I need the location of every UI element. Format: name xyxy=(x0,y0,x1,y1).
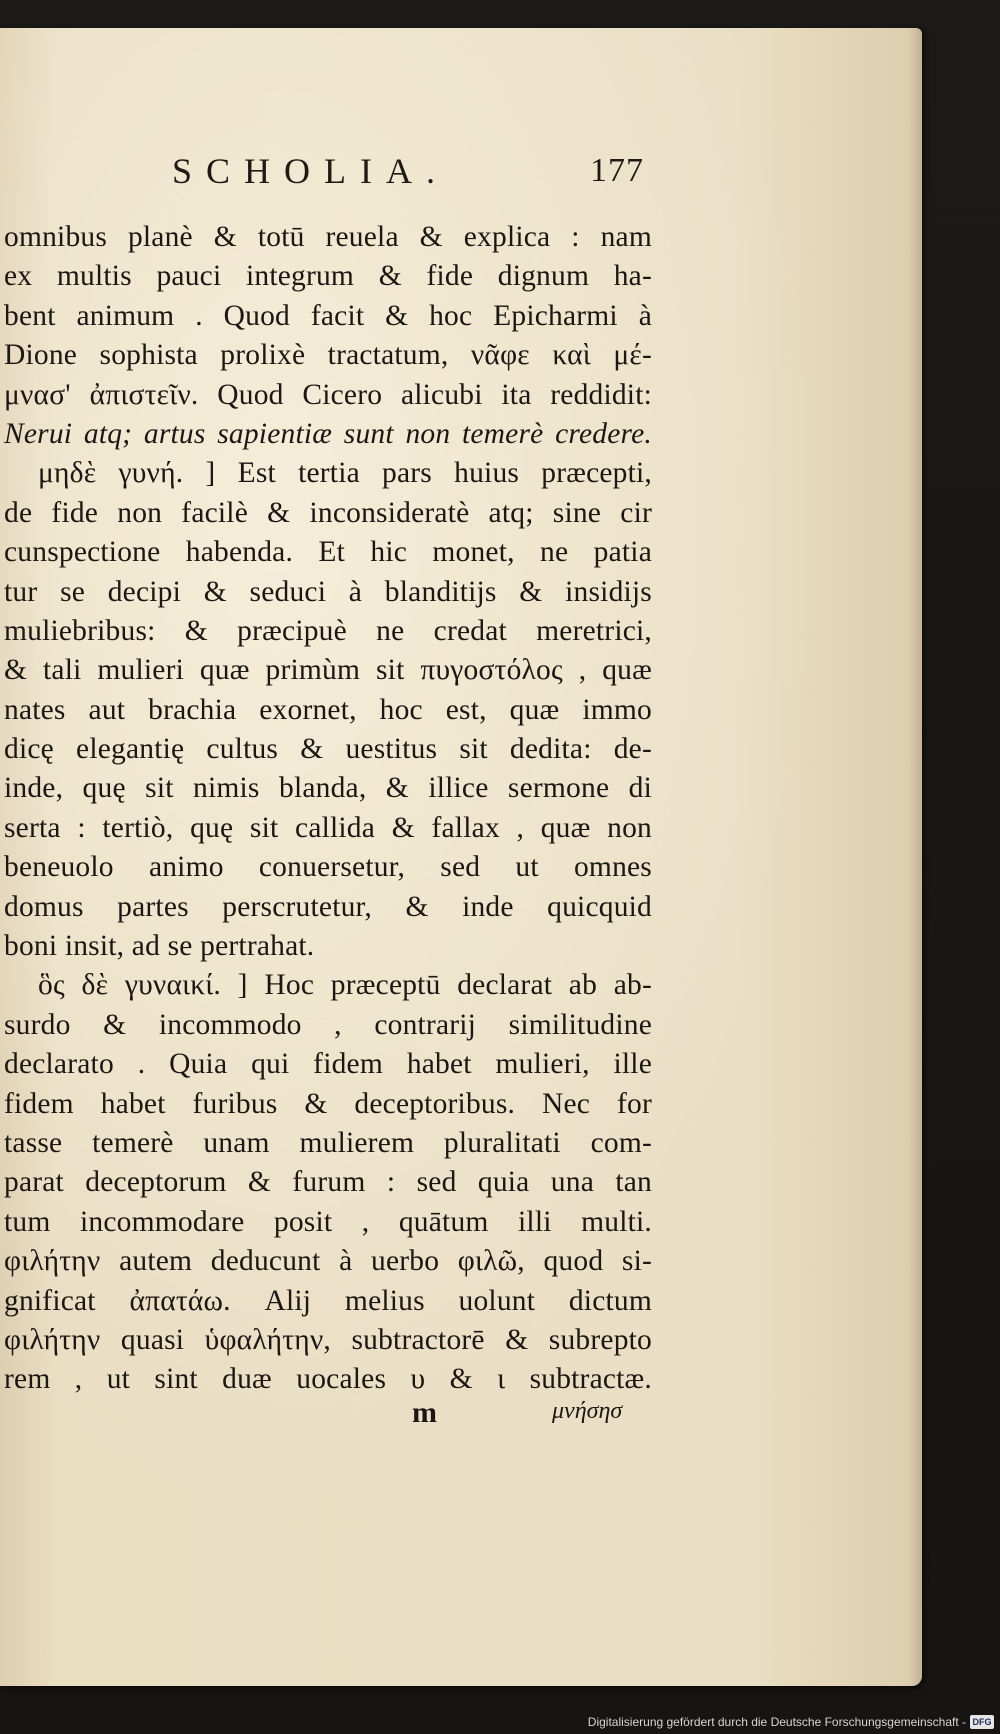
text-line: parat deceptorum & furum : sed quia una tan xyxy=(4,1166,652,1199)
text-line: & tali mulieri quæ primùm sit πυγοστόλος , quæ xyxy=(4,654,652,687)
text-line: ex multis pauci integrum & fide dignum ha- xyxy=(4,260,652,293)
text-line: φιλήτην autem deducunt à uerbo φιλῶ, quod si- xyxy=(4,1245,652,1278)
text-line: gnificat ἀπατάω. Alij melius uolunt dictum xyxy=(4,1284,652,1317)
digitization-credit: Digitalisierung gefördert durch die Deutsche Forschungsgemeinschaft - xyxy=(587,1715,966,1729)
page-number: 177 xyxy=(590,152,644,189)
text-line: φιλήτην quasi ὑφαλήτην, subtractorē & subrepto xyxy=(4,1323,652,1356)
text-line: cunspectione habenda. Et hic monet, ne patia xyxy=(4,536,652,569)
page-edge-shadow xyxy=(908,28,922,1686)
text-line: fidem habet furibus & deceptoribus. Nec for xyxy=(4,1087,652,1120)
text-line: bent animum . Quod facit & hoc Epicharmi à xyxy=(4,299,652,332)
text-line: domus partes perscrutetur, & inde quicquid xyxy=(4,890,652,923)
book-page xyxy=(0,28,922,1686)
text-line: rem , ut sint duæ uocales υ & ι subtractæ. xyxy=(4,1363,652,1396)
text-line: tum incommodare posit , quātum illi multi. xyxy=(4,1205,652,1238)
running-title: SCHOLIA. xyxy=(172,151,450,191)
text-line: declarato . Quia qui fidem habet mulieri, ille xyxy=(4,1048,652,1081)
text-line: tur se decipi & seduci à blanditijs & insidijs xyxy=(4,575,652,608)
text-line: omnibus planè & totū reuela & explica : nam xyxy=(4,221,652,253)
text-line-italic-quote: Nerui atq; artus sapientiæ sunt non temerè credere. xyxy=(4,417,652,450)
body-text xyxy=(4,218,652,1400)
page-footer xyxy=(0,1396,680,1436)
text-line: muliebribus: & præcipuè ne credat meretrici, xyxy=(4,614,652,647)
text-line: surdo & incommodo , contrarij similitudine xyxy=(4,1008,652,1041)
text-line: nates aut brachia exornet, hoc est, quæ immo xyxy=(4,693,652,726)
text-line: boni insit, ad se pertrahat. xyxy=(4,930,315,963)
credit-bar xyxy=(0,1708,1000,1734)
page-header xyxy=(0,150,680,196)
text-line: inde, quę sit nimis blanda, & illice sermone di xyxy=(4,772,652,805)
text-line: beneuolo animo conuersetur, sed ut omnes xyxy=(4,851,652,884)
text-line: de fide non facilè & inconsideratè atq; sine cir xyxy=(4,496,652,529)
text-line: μνασ' ἀπιστεῖν. Quod Cicero alicubi ita reddidit: xyxy=(4,378,652,411)
text-line-lemma: μηδὲ γυνή. ] Est tertia pars huius præcepti, xyxy=(38,457,652,490)
catchword: μνήσησ xyxy=(552,1398,623,1424)
text-line: serta : tertiò, quę sit callida & fallax , quæ non xyxy=(4,811,652,844)
text-line: Dione sophista prolixè tractatum, νᾶφε καὶ μέ- xyxy=(4,339,652,372)
text-line: dicę elegantię cultus & uestitus sit dedita: de- xyxy=(4,733,652,766)
dfg-logo-icon: DFG xyxy=(970,1715,994,1729)
signature-mark: m xyxy=(412,1396,437,1429)
text-line: tasse temerè unam mulierem pluralitati com- xyxy=(4,1126,652,1159)
text-line-lemma: ὃς δὲ γυναικί. ] Hoc præceptū declarat ab ab- xyxy=(38,969,652,1002)
